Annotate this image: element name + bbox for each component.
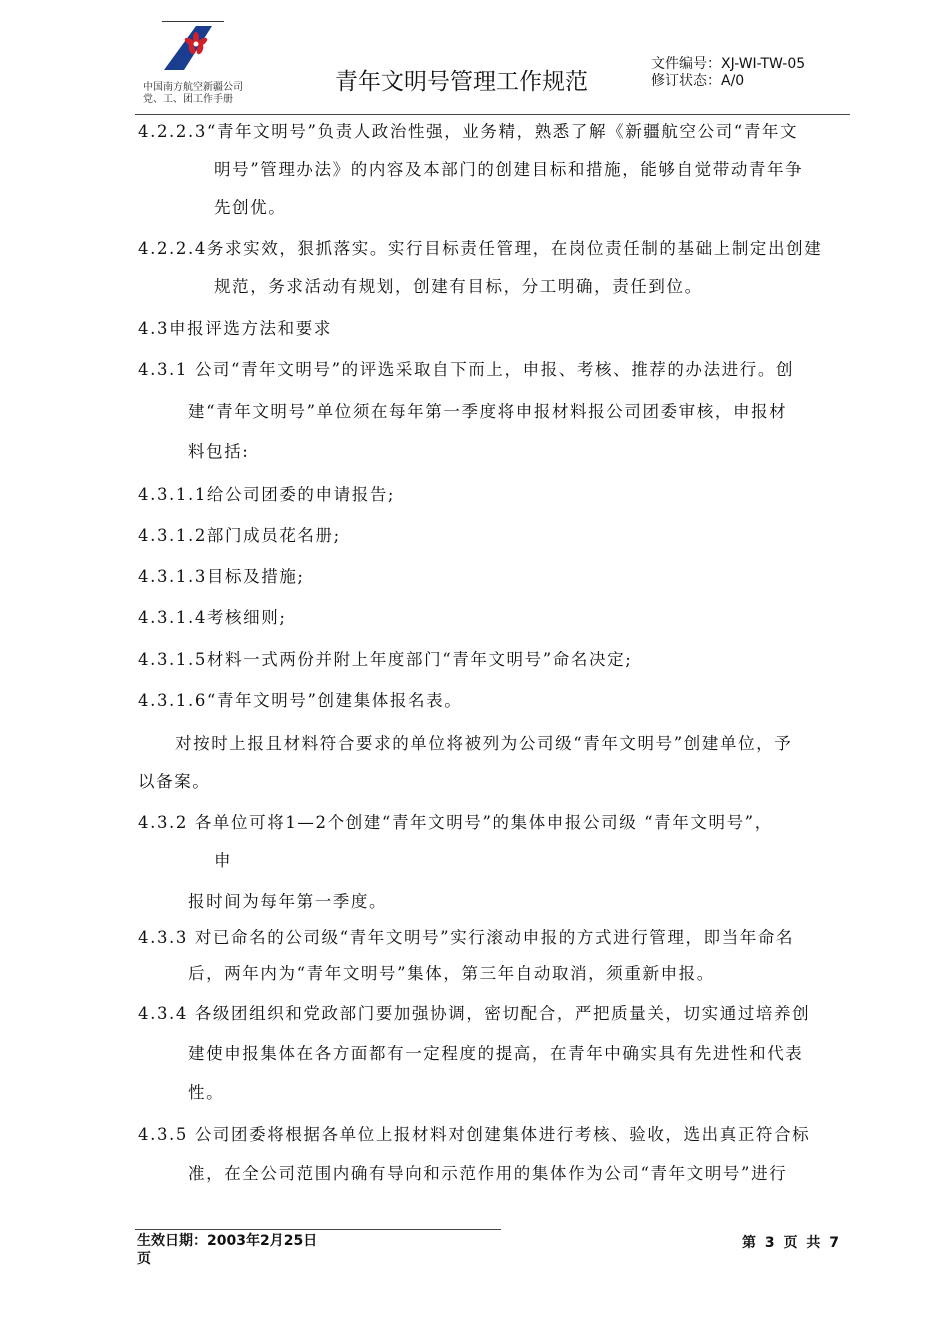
text-line: 4.3.4 各级团组织和党政部门要加强协调，密切配合，严把质量关，切实通过培养创: [138, 1004, 811, 1023]
logo-blue-tail: [164, 26, 212, 70]
footer-divider: [135, 1229, 501, 1230]
organization-name: [143, 82, 243, 106]
list-item: 4.3.1.3目标及措施;: [138, 567, 305, 586]
text-line: 报时间为每年第一季度。: [188, 892, 388, 911]
text-line: 明号”管理办法》的内容及本部门的创建目标和措施，能够自觉带动青年争: [214, 160, 804, 179]
revision-status: 修订状态：A/0: [651, 73, 745, 89]
page-number: 第 3 页 共 7: [742, 1235, 839, 1251]
text-line: 料包括:: [188, 442, 250, 461]
org-line-2: 党、工、团工作手册: [143, 94, 233, 105]
org-line-1: 中国南方航空新疆公司: [143, 82, 243, 93]
effective-date: 生效日期：2003年2月25日: [137, 1233, 318, 1249]
text-line: 4.2.2.3“青年文明号”负责人政治性强，业务精，熟悉了解《新疆航空公司“青年文: [138, 122, 799, 141]
document-number: 文件编号：XJ-WI-TW-05: [651, 56, 806, 72]
list-item: 4.3.1.5材料一式两份并附上年度部门“青年文明号”命名决定;: [138, 650, 633, 669]
section-heading: 4.3申报评选方法和要求: [138, 319, 332, 338]
text-line: 建“青年文明号”单位须在每年第一季度将申报材料报公司团委审核，申报材: [188, 402, 788, 421]
footer-left: [137, 1232, 317, 1268]
header-divider: [135, 114, 850, 115]
list-item: 4.3.1.6“青年文明号”创建集体报名表。: [138, 691, 463, 710]
text-line: 性。: [188, 1083, 225, 1102]
text-line: 后，两年内为“青年文明号”集体，第三年自动取消，须重新申报。: [188, 964, 715, 983]
text-line: 准，在全公司范围内确有导向和示范作用的集体作为公司“青年文明号”进行: [188, 1164, 788, 1183]
text-line: 对按时上报且材料符合要求的单位将被列为公司级“青年文明号”创建单位，予: [175, 734, 793, 753]
airline-logo: [160, 24, 232, 72]
document-title: 青年文明号管理工作规范: [335, 69, 588, 95]
list-item: 4.3.1.1给公司团委的申请报告;: [138, 485, 396, 504]
logo-rule: [162, 21, 224, 22]
document-meta: [651, 56, 805, 90]
text-line: 4.3.5 公司团委将根据各单位上报材料对创建集体进行考核、验收，选出真正符合标: [138, 1125, 811, 1144]
text-line: 4.3.2 各单位可将1—2个创建“青年文明号”的集体申报公司级 “青年文明号”，: [138, 813, 773, 832]
page-wrap-text: 页: [137, 1251, 151, 1267]
list-item: 4.3.1.4考核细则;: [138, 608, 287, 627]
text-line: 4.2.2.4务求实效，狠抓落实。实行目标责任管理，在岗位责任制的基础上制定出创建: [138, 239, 823, 258]
text-line: 申: [214, 851, 233, 870]
text-line: 4.3.1 公司“青年文明号”的评选采取自下而上，申报、考核、推荐的办法进行。创: [138, 360, 795, 379]
text-line: 以备案。: [138, 772, 211, 791]
text-line: 先创优。: [214, 198, 287, 217]
list-item: 4.3.1.2部门成员花名册;: [138, 526, 341, 545]
text-line: 建使申报集体在各方面都有一定程度的提高，在青年中确实具有先进性和代表: [188, 1044, 804, 1063]
text-line: 4.3.3 对已命名的公司级“青年文明号”实行滚动申报的方式进行管理，即当年命名: [138, 928, 795, 947]
text-line: 规范，务求活动有规划，创建有目标，分工明确，责任到位。: [214, 277, 703, 296]
